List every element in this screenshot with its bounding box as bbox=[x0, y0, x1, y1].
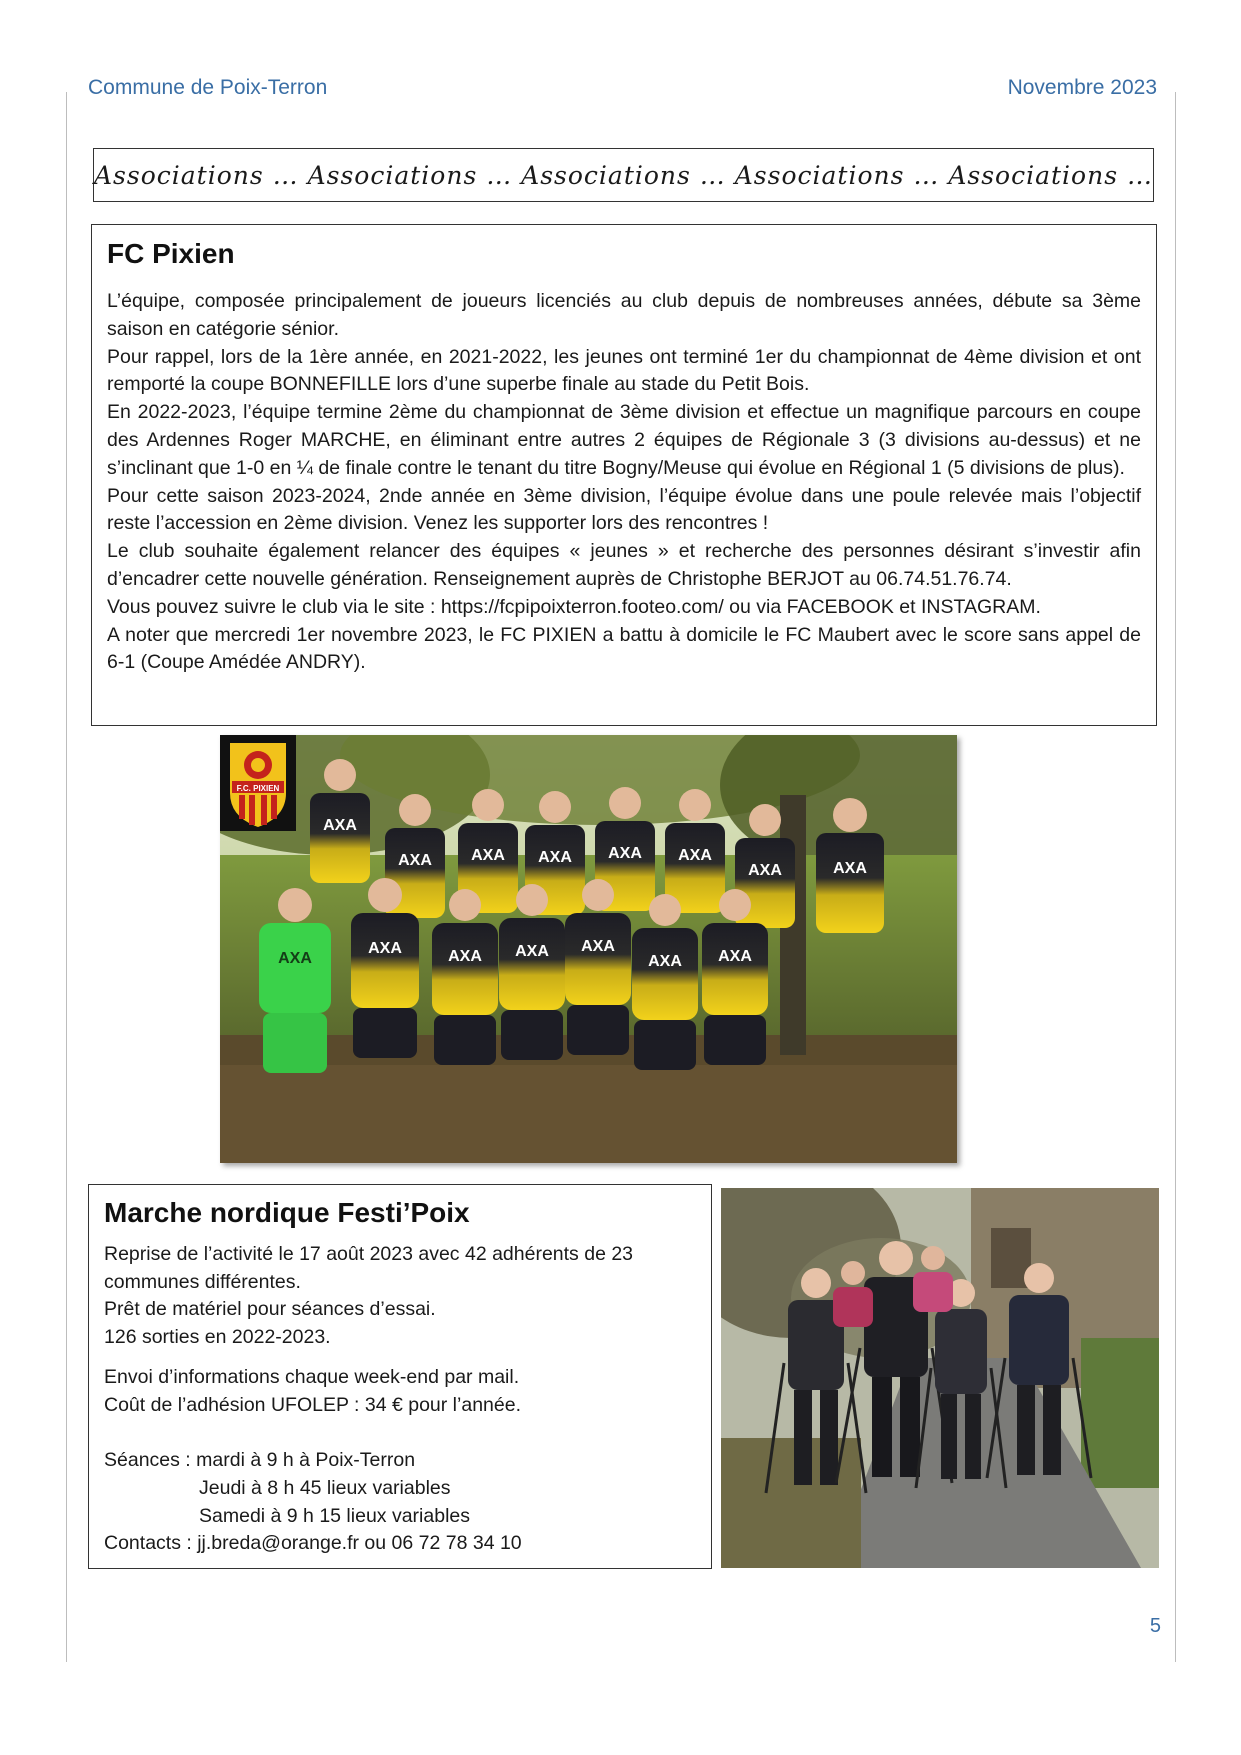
svg-text:AXA: AXA bbox=[278, 950, 312, 967]
marche-line-4: 126 sorties en 2022-2023. bbox=[104, 1326, 331, 1349]
seances-line-3: Samedi à 9 h 15 lieux variables bbox=[199, 1504, 470, 1527]
fc-pixien-section bbox=[91, 224, 1157, 726]
svg-text:AXA: AXA bbox=[833, 860, 867, 877]
svg-text:AXA: AXA bbox=[608, 845, 642, 862]
svg-text:AXA: AXA bbox=[448, 948, 482, 965]
contacts-line: Contacts : jj.breda@orange.fr ou 06 72 78 34 10 bbox=[104, 1532, 522, 1555]
svg-text:AXA: AXA bbox=[748, 862, 782, 879]
seances-line-1: Séances : mardi à 9 h à Poix-Terron bbox=[104, 1449, 416, 1472]
fc-paragraph-5: Le club souhaite également relancer des équipes « jeunes » et recherche des personnes désirant s’investir afin d’encadrer cette nouvelle génération. Renseignement auprès de Christophe BERJOT au 06.74.51.76.74. bbox=[107, 540, 1141, 590]
svg-text:AXA: AXA bbox=[678, 847, 712, 864]
marche-line-6: Coût de l’adhésion UFOLEP : 34 € pour l’année. bbox=[104, 1393, 521, 1416]
team-photo-illustration bbox=[220, 735, 957, 1163]
marche-line-2: communes différentes. bbox=[104, 1270, 301, 1293]
associations-banner bbox=[93, 148, 1154, 202]
svg-text:AXA: AXA bbox=[471, 847, 505, 864]
marche-line-1: Reprise de l’activité le 17 août 2023 avec 42 adhérents de 23 bbox=[104, 1243, 634, 1265]
marche-nordique-section bbox=[88, 1184, 712, 1569]
fc-paragraph-3: En 2022-2023, l’équipe termine 2ème du championnat de 3ème division et effectue un magnifique parcours en coupe des Ardennes Roger MARCHE, en éliminant entre autres 2 équipes de Régionale 3 (3 divisions au-dessus) et ne s’inclinant que 1-0 en ¼ de finale contre le tenant du titre Bogny/Meuse qui évolue en Régional 1 (5 divisions de plus). bbox=[107, 401, 1141, 479]
crest-text: F.C. PIXIEN bbox=[236, 784, 280, 793]
page-right-rule bbox=[1175, 92, 1176, 1662]
fc-pixien-crest bbox=[220, 735, 296, 831]
fc-paragraph-7: A noter que mercredi 1er novembre 2023, le FC PIXIEN a battu à domicile le FC Maubert avec le score sans appel de 6-1 (Coupe Amédée ANDRY). bbox=[107, 623, 1141, 674]
nordic-walking-illustration bbox=[721, 1188, 1159, 1568]
svg-text:AXA: AXA bbox=[581, 938, 615, 955]
header-date: Novembre 2023 bbox=[1007, 76, 1157, 99]
nordic-walking-photo bbox=[721, 1188, 1159, 1568]
svg-text:AXA: AXA bbox=[398, 852, 432, 869]
fc-paragraph-6: Vous pouvez suivre le club via le site : https://fcpipoixterron.footeo.com/ ou via FACEBOOK et INSTAGRAM. bbox=[107, 595, 1041, 618]
svg-text:AXA: AXA bbox=[323, 817, 357, 834]
team-photo bbox=[220, 735, 957, 1163]
banner-text: Associations … Associations … Associations … Associations … Associations … bbox=[94, 160, 1153, 190]
fc-paragraph-2: Pour rappel, lors de la 1ère année, en 2021-2022, les jeunes ont terminé 1er du championnat de 4ème division et ont remporté la coupe BONNEFILLE lors d’une superbe finale au stade du Petit Bois. bbox=[107, 345, 1141, 396]
svg-text:AXA: AXA bbox=[515, 943, 549, 960]
marche-line-3: Prêt de matériel pour séances d’essai. bbox=[104, 1298, 436, 1321]
marche-title: Marche nordique Festi’Poix bbox=[104, 1197, 470, 1228]
svg-text:AXA: AXA bbox=[718, 948, 752, 965]
marche-line-5: Envoi d’informations chaque week-end par mail. bbox=[104, 1365, 520, 1388]
page-number: 5 bbox=[1149, 1615, 1161, 1637]
seances-line-2: Jeudi à 8 h 45 lieux variables bbox=[199, 1476, 451, 1499]
svg-text:AXA: AXA bbox=[538, 849, 572, 866]
fc-paragraph-1: L’équipe, composée principalement de joueurs licenciés au club depuis de nombreuses années, débute sa 3ème saison en catégorie sénior. bbox=[107, 290, 1141, 340]
fc-paragraph-4: Pour cette saison 2023-2024, 2nde année en 3ème division, l’équipe évolue dans une poule relevée mais l’objectif reste l’accession en 2ème division. Venez les supporter lors des rencontres ! bbox=[107, 484, 1141, 535]
svg-text:AXA: AXA bbox=[648, 953, 682, 970]
header-commune: Commune de Poix-Terron bbox=[88, 76, 328, 99]
fc-pixien-title: FC Pixien bbox=[107, 238, 235, 269]
page-left-rule bbox=[66, 92, 67, 1662]
svg-text:AXA: AXA bbox=[368, 940, 402, 957]
